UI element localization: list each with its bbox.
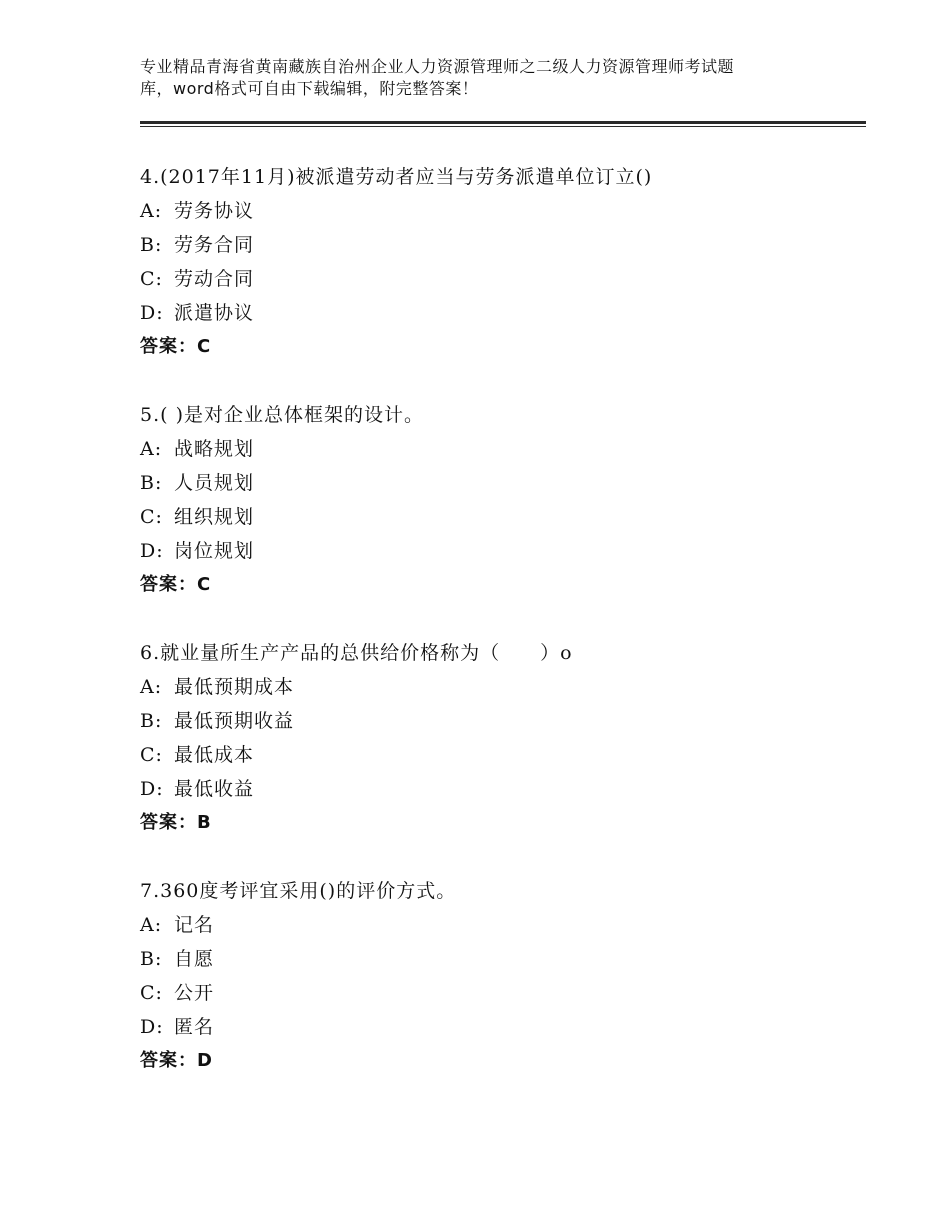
option-letter: A: (140, 438, 163, 460)
option-text: 最低成本 (174, 744, 255, 766)
question-stem: 5.( )是对企业总体框架的设计。 (140, 404, 424, 426)
option-letter: A: (140, 200, 163, 222)
document-header (140, 56, 830, 100)
option-text: 公开 (174, 982, 215, 1004)
answer-value: C (197, 336, 212, 357)
option-b (140, 704, 860, 738)
option-text: 派遣协议 (174, 302, 255, 324)
option-d (140, 772, 860, 806)
option-c (140, 262, 860, 296)
option-text: 战略规划 (174, 438, 255, 460)
option-a (140, 194, 860, 228)
option-text: 最低预期成本 (174, 676, 295, 698)
option-letter: B: (140, 472, 163, 494)
answer-line (140, 330, 860, 364)
option-text: 岗位规划 (174, 540, 255, 562)
option-c (140, 738, 860, 772)
option-text: 最低预期收益 (174, 710, 295, 732)
option-d (140, 534, 860, 568)
option-letter: D: (140, 1016, 164, 1038)
answer-label: 答案： (140, 574, 197, 595)
answer-label: 答案： (140, 336, 197, 357)
question-stem: 7.360度考评宜采用()的评价方式。 (140, 880, 457, 902)
option-letter: D: (140, 302, 164, 324)
option-c (140, 500, 860, 534)
option-b (140, 942, 860, 976)
option-b (140, 228, 860, 262)
option-c (140, 976, 860, 1010)
option-a (140, 432, 860, 466)
option-letter: B: (140, 234, 163, 256)
question-4 (140, 160, 860, 364)
option-letter: C: (140, 744, 163, 766)
answer-label: 答案： (140, 812, 197, 833)
option-letter: B: (140, 948, 163, 970)
option-b (140, 466, 860, 500)
question-stem: 6.就业量所生产产品的总供给价格称为（ ）o (140, 642, 573, 664)
option-text: 最低收益 (174, 778, 255, 800)
option-a (140, 670, 860, 704)
answer-value: B (197, 812, 212, 833)
option-text: 人员规划 (174, 472, 255, 494)
answer-line (140, 1044, 860, 1078)
option-letter: D: (140, 778, 164, 800)
option-text: 匿名 (174, 1016, 215, 1038)
option-text: 劳务合同 (174, 234, 255, 256)
header-title-line-1: 专业精品青海省黄南藏族自治州企业人力资源管理师之二级人力资源管理师考试题 (140, 57, 735, 76)
question-stem: 4.(2017年11月)被派遣劳动者应当与劳务派遣单位订立() (140, 166, 653, 188)
option-letter: C: (140, 506, 163, 528)
option-a (140, 908, 860, 942)
question-5 (140, 398, 860, 602)
question-list (140, 160, 860, 1112)
answer-value: D (197, 1050, 213, 1071)
option-text: 劳务协议 (174, 200, 255, 222)
question-6 (140, 636, 860, 840)
option-text: 自愿 (174, 948, 215, 970)
question-7 (140, 874, 860, 1078)
answer-line (140, 568, 860, 602)
option-letter: B: (140, 710, 163, 732)
option-d (140, 1010, 860, 1044)
option-d (140, 296, 860, 330)
header-divider-thick (140, 121, 866, 124)
option-letter: A: (140, 914, 163, 936)
option-text: 记名 (174, 914, 215, 936)
option-letter: D: (140, 540, 164, 562)
answer-line (140, 806, 860, 840)
option-letter: A: (140, 676, 163, 698)
answer-label: 答案： (140, 1050, 197, 1071)
answer-value: C (197, 574, 212, 595)
header-title-line-2: 库，word格式可自由下载编辑，附完整答案！ (140, 79, 479, 98)
option-text: 组织规划 (174, 506, 255, 528)
option-text: 劳动合同 (174, 268, 255, 290)
header-divider-thin (140, 126, 866, 127)
option-letter: C: (140, 268, 163, 290)
option-letter: C: (140, 982, 163, 1004)
